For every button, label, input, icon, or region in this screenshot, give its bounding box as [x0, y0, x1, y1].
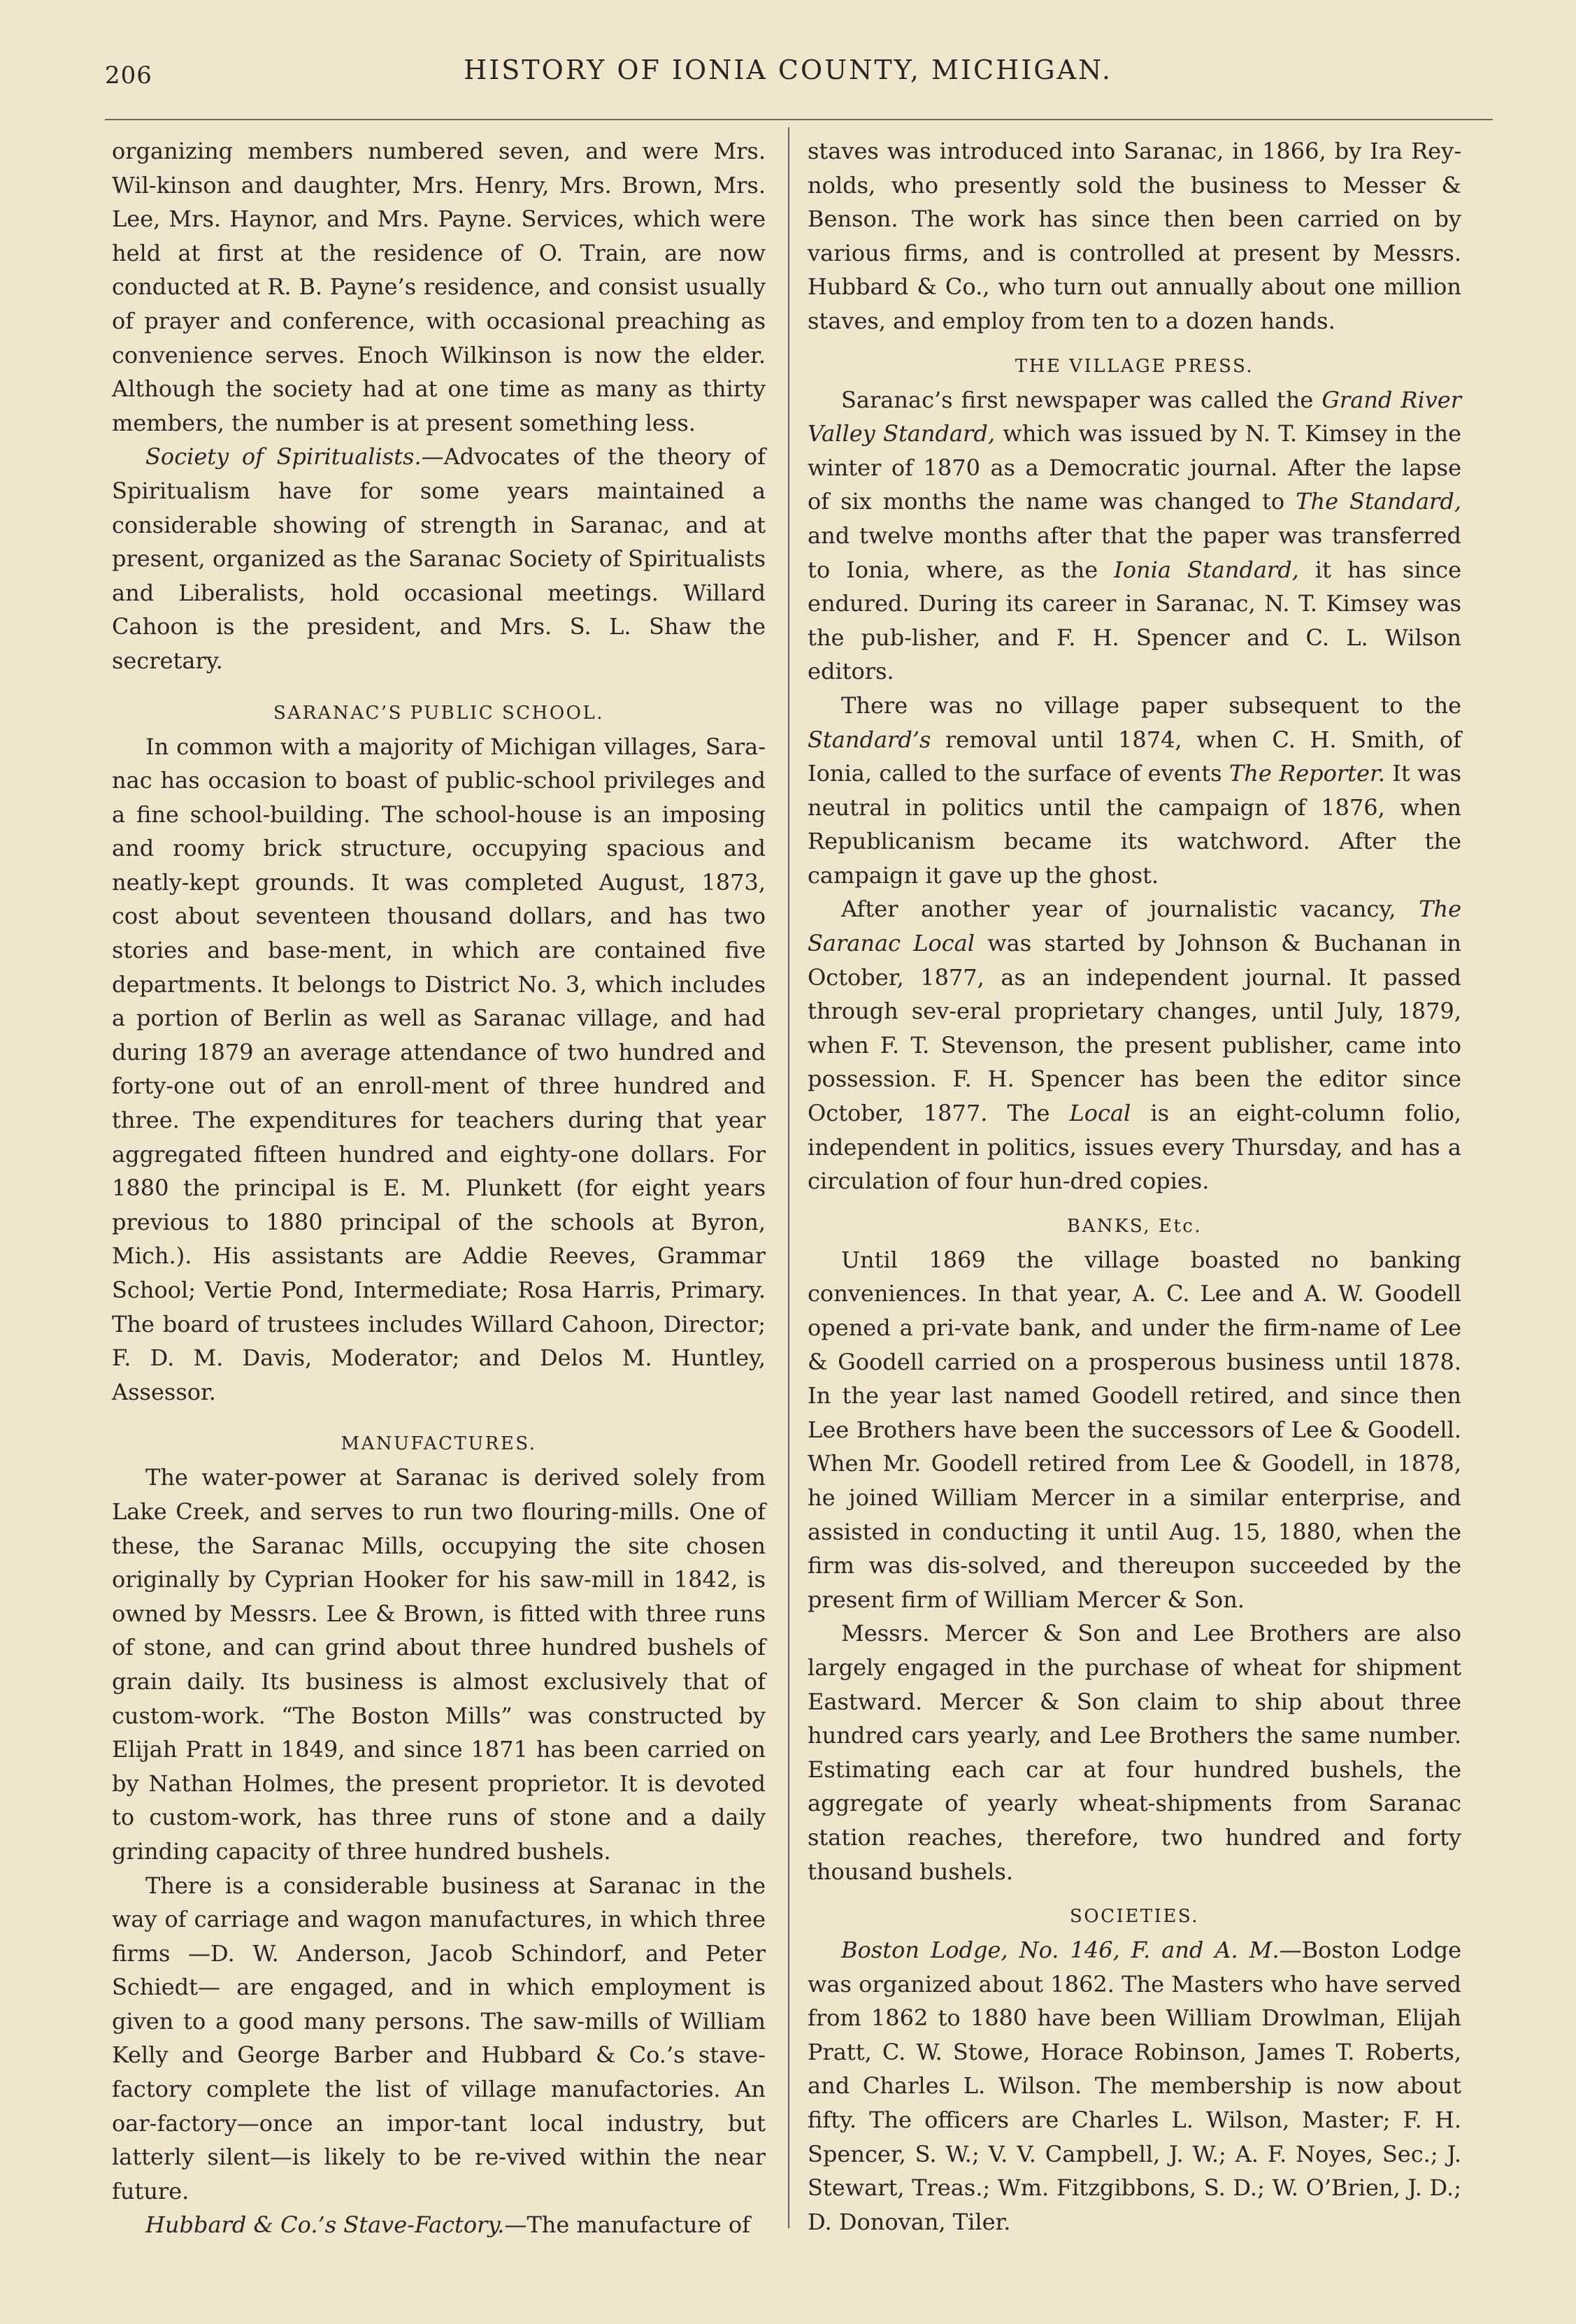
spiritualists-text: —Advocates of the theory of Spiritualism have for some years maintained a considerable showing of strength in Saranac, and at present, organized as the Saranac Society of Spiritualists and Liberalists, hold occasional meetings. Willard Cahoon is the president, and Mrs. S. L. Shaw the secretary. — [112, 443, 766, 674]
newspaper-title: Standard’s — [808, 726, 931, 753]
spiritualists-lead: Society of Spiritualists. — [145, 443, 422, 471]
text-run: There was no village paper subsequent to the — [841, 691, 1461, 719]
text-run: removal until 1874, when C. H. Smith, of Ionia, called to the surface of events — [808, 726, 1461, 787]
paragraph-press-1 — [808, 383, 1461, 689]
paragraph-manufactures-2: There is a considerable business at Saranac in the way of carriage and wagon manufactures, in which three firms —D. W. Anderson, Jacob Schindorf, and Peter Schiedt— are engaged, and in which employment is given to a good many persons. The saw-mills of William Kelly and George Barber and Hubbard & Co.’s stave-factory complete the list of village manufactories. An oar-factory—once an impor-tant local industry, but latterly silent—is likely to be re-vived within the near future. — [112, 1872, 766, 2204]
banks-heading: BANKS, Etc. — [1066, 1215, 1203, 1237]
school-heading: SARANAC’S PUBLIC SCHOOL. — [273, 702, 604, 724]
paragraph-stave-factory — [112, 2208, 766, 2242]
text-run: It was neutral in politics until the campaign of 1876, when Republicanism became its watchword. After the campaign it gave up the ghost. — [808, 760, 1462, 889]
paragraph-manufactures-1: The water-power at Saranac is derived solely from Lake Creek, and serves to run two flouring-mills. One of these, the Saranac Mills, occupying the site chosen originally by Cyprian Hooker for his saw-mill in 1842, is owned by Messrs. Lee & Brown, is fitted with three runs of stone, and can grind about three hundred bushels of grain daily. Its business is almost exclusively that of custom-work. “The Boston Mills” was constructed by Elijah Pratt in 1849, and since 1871 has been carried on by Nathan Holmes, the present proprietor. It is devoted to custom-work, has three runs of stone and a daily grinding capacity of three hundred bushels. — [112, 1464, 766, 1865]
text-run: was started by Johnson & Buchanan in October, 1877, as an independent journal. It passed through sev-eral proprietary changes, until July, 1879, when F. T. Stevenson, the present publisher, came into possession. F. H. Spencer has been the editor since October, 1877. The — [808, 930, 1462, 1127]
text-run: After another year of journalistic vacancy, — [841, 896, 1419, 923]
paragraph-spiritualists — [112, 440, 766, 677]
page-number: 206 — [105, 62, 152, 89]
societies-heading: SOCIETIES. — [1069, 1906, 1199, 1928]
newspaper-title: The Reporter. — [1228, 760, 1385, 787]
column-divider — [788, 127, 789, 2228]
paragraph-boston-lodge — [808, 1933, 1461, 2239]
running-head — [0, 42, 1576, 105]
paragraph-school: In common with a majority of Michigan villages, Sara-nac has occasion to boast of public-school privileges and a fine school-building. The school-house is an imposing and roomy brick structure, occupying spacious and neatly-kept grounds. It was completed August, 1873, cost about seventeen thousand dollars, and has two stories and base-ment, in which are contained five departments. It belongs to District No. 3, which includes a portion of Berlin as well as Saranac village, and had during 1879 an average attendance of two hundred and forty-one out of an enroll-ment of three hundred and three. The expenditures for teachers during that year aggregated fifteen hundred and eighty-one dollars. For 1880 the principal is E. M. Plunkett (for eight years previous to 1880 principal of the schools at Byron, Mich.). His assistants are Addie Reeves, Grammar School; Vertie Pond, Intermediate; Rosa Harris, Primary. The board of trustees includes Willard Cahoon, Director; F. D. M. Davis, Moderator; and Delos M. Huntley, Assessor. — [112, 733, 766, 1405]
newspaper-title: The Standard, — [1296, 488, 1462, 515]
right-column — [808, 134, 1461, 2239]
newspaper-title: Grand River Valley Standard, — [808, 386, 1461, 447]
paragraph-banks-1: Until 1869 the village boasted no banking conveniences. In that year, A. C. Lee and A. W. Goodell opened a pri-vate bank, and under the firm-name of Lee & Goodell carried on a prosperous business until 1878. In the year last named Goodell retired, and since then Lee Brothers have been the successors of Lee & Goodell. When Mr. Goodell retired from Lee & Goodell, in 1878, he joined William Mercer in a similar enterprise, and assisted in conducting it until Aug. 15, 1880, when the firm was dis-solved, and thereupon succeeded by the present firm of William Mercer & Son. — [808, 1246, 1461, 1613]
text-run: and twelve months after that the paper was transferred to Ionia, where, as the — [808, 522, 1461, 583]
newspaper-title: The Saranac Local — [808, 896, 1461, 957]
text-run: which was issued by N. T. Kimsey in the winter of 1870 as a Democratic journal. After the lapse of six months the name was changed to — [808, 420, 1462, 515]
paragraph-stave-continued: staves was introduced into Saranac, in 1866, by Ira Rey-nolds, who presently sold the business to Messer & Benson. The work has since then been carried on by various firms, and is controlled at present by Messrs. Hubbard & Co., who turn out annually about one million staves, and employ from ten to a dozen hands. — [808, 138, 1461, 334]
page-title: HISTORY OF IONIA COUNTY, MICHIGAN. — [464, 55, 1112, 85]
paragraph-press-2 — [808, 689, 1461, 893]
text-run: is an eight-column folio, independent in politics, issues every Thursday, and has a circulation of four hun-dred copies. — [808, 1100, 1462, 1195]
manufactures-heading: MANUFACTURES. — [341, 1433, 537, 1455]
newspaper-title: Ionia Standard, — [1114, 556, 1299, 583]
left-column — [112, 134, 766, 2242]
lodge-text: —Boston Lodge was organized about 1862. The Masters who have served from 1862 to 1880 have been William Drowlman, Elijah Pratt, C. W. Stowe, Horace Robinson, James T. Roberts, and Charles L. Wilson. The membership is now about fifty. The officers are Charles L. Wilson, Master; F. H. Spencer, S. W.; V. V. Campbell, J. W.; A. F. Noyes, Sec.; J. Stewart, Treas.; Wm. Fitzgibbons, S. D.; W. O’Brien, J. D.; D. Donovan, Tiler. — [808, 1937, 1462, 2235]
paragraph-organizing-members: organizing members numbered seven, and were Mrs. Wil-kinson and daughter, Mrs. Henry, Mrs. Brown, Mrs. Lee, Mrs. Haynor, and Mrs. Payne. Services, which were held at first at the residence of O. Train, are now conducted at R. B. Payne’s residence, and consist usually of prayer and conference, with occasional preaching as convenience serves. Enoch Wilkinson is now the elder. Although the society had at one time as many as thirty members, the number is at present something less. — [112, 138, 766, 436]
stave-factory-text: —The manufacture of — [504, 2211, 750, 2239]
newspaper-title: Local — [1069, 1100, 1131, 1127]
lodge-lead: Boston Lodge, No. 146, F. and A. M. — [841, 1937, 1280, 1964]
paragraph-press-3 — [808, 892, 1461, 1198]
header-rule — [105, 119, 1493, 120]
text-run: Saranac’s first newspaper was called the — [841, 386, 1322, 413]
press-heading: THE VILLAGE PRESS. — [1015, 355, 1254, 377]
paragraph-banks-2: Messrs. Mercer & Son and Lee Brothers are also largely engaged in the purchase of wheat for shipment Eastward. Mercer & Son claim to ship about three hundred cars yearly, and Lee Brothers the same number. Estimating each car at four hundred bushels, the aggregate of yearly wheat-shipments from Saranac station reaches, therefore, two hundred and forty thousand bushels. — [808, 1620, 1461, 1885]
text-run: it has since endured. During its career in Saranac, N. T. Kimsey was the pub-lisher, and F. H. Spencer and C. L. Wilson editors. — [808, 556, 1462, 685]
stave-factory-lead: Hubbard & Co.’s Stave-Factory. — [145, 2211, 505, 2239]
